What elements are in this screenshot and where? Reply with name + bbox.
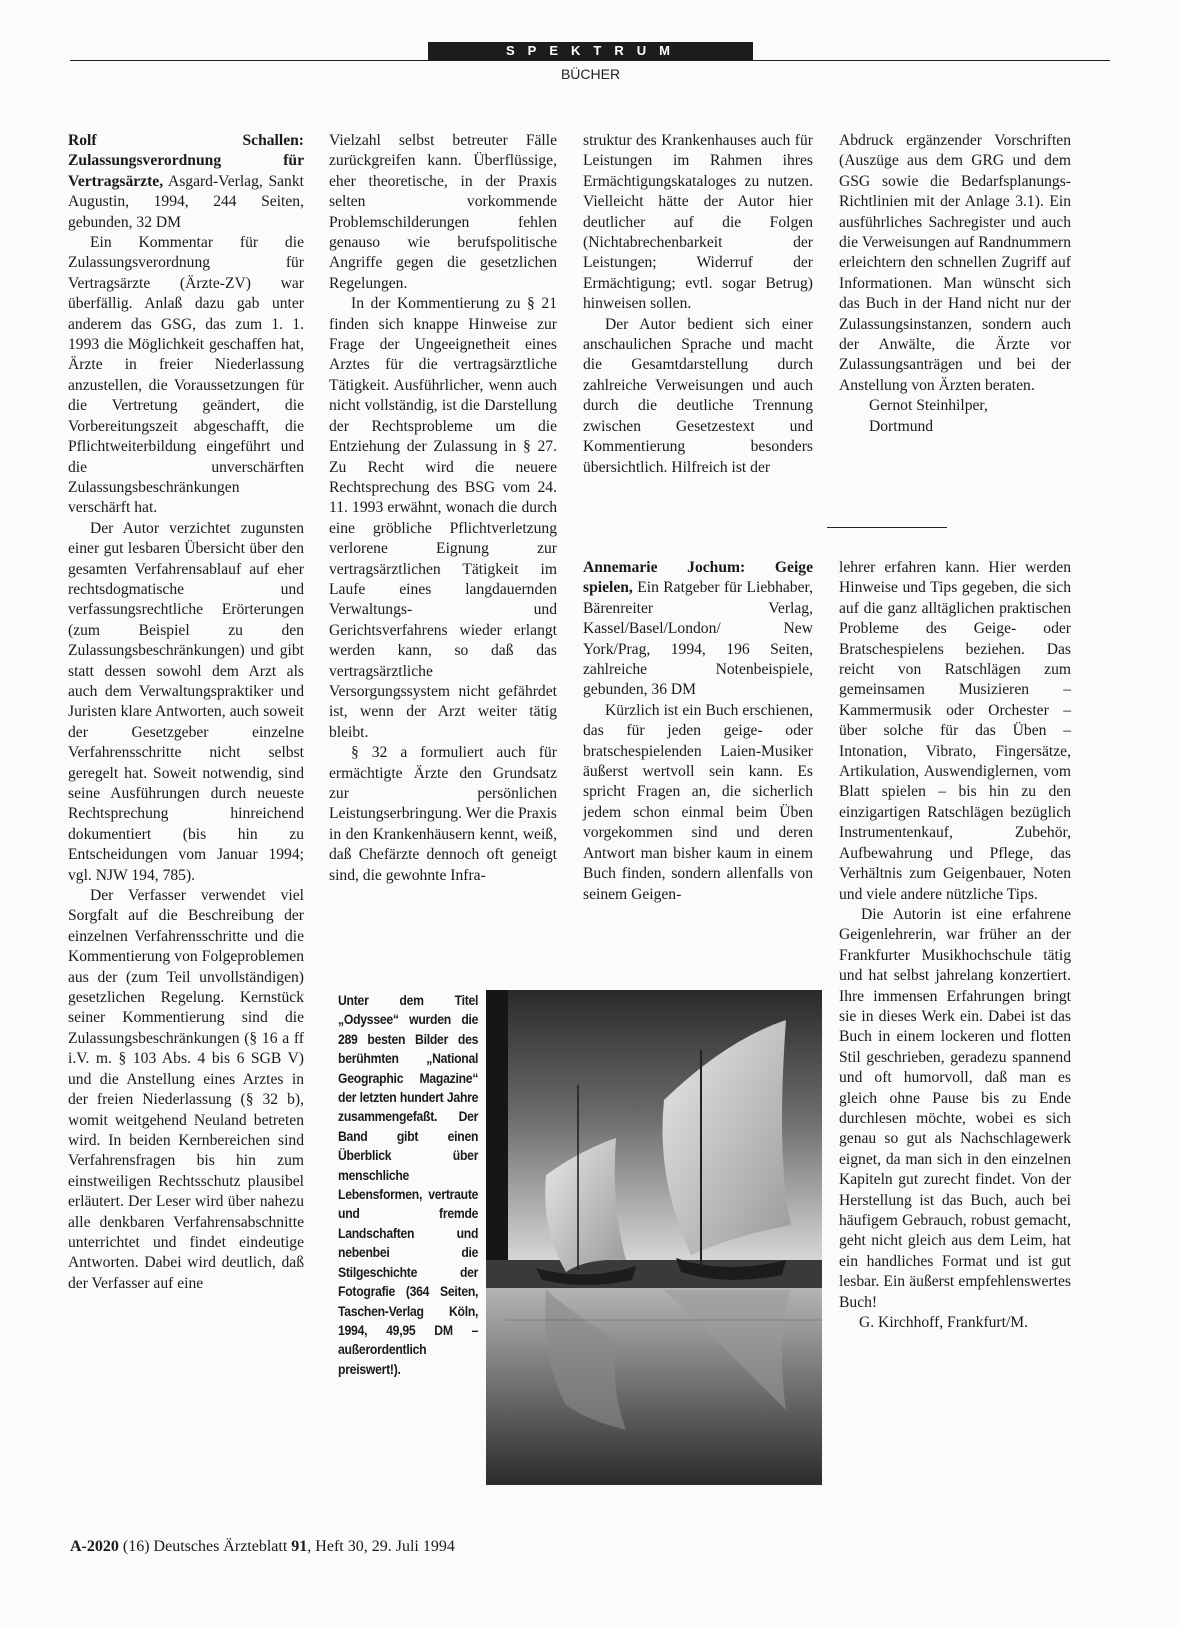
paragraph: lehrer erfahren kann. Hier werden Hinweise und Tips gegeben, die sich auf die ganz alltäglichen praktischen Probleme des Geige- oder Bratschespielens beziehen. Das reicht von Ratschlägen zum gemeinsamen Musizieren – Kammermusik oder Orchester – über solche für das Üben – Intonation, Vibrato, Fingersätze, Artikulation, Auswendiglernen, vom Blatt spielen – bis hin zu den einzigartigen Ratschlägen bezüglich Instrumentenkauf, Zubehör, Aufbewahrung und Pflege, das Verhältnis zum Geigenbauer, Noten und viele andere nützliche Tips. xyxy=(839,559,1071,903)
paragraph: struktur des Krankenhauses auch für Leistungen im Rahmen ihres Ermächtigungskataloges zu nutzen. Vielleicht hätte der Autor hier deutlicher auf die Folgen (Nichtabrechenbarkeit der Leistungen; Widerruf der Ermächtigung; evtl. sogar Betrug) hinweisen sollen. xyxy=(583,132,813,313)
review2-title: Annemarie Jochum: Geige spielen, xyxy=(583,559,813,597)
paragraph: § 32 a formuliert auch für ermächtigte Ärzte den Grundsatz zur persönlichen Leistungserbringung. Wer die Praxis in den Krankenhäusern kennt, weiß, daß Chefärzte dennoch oft geneigt sind, die gewohnte Infra- xyxy=(329,744,557,884)
footer-volume: 91 xyxy=(291,1538,308,1555)
paragraph: Kürzlich ist ein Buch erschienen, das für jeden geige- oder bratschespielenden Laien-Musiker äußerst wertvoll sein kann. Es spricht Fragen an, die sicherlich jedem schon einmal beim Üben vorgekommen sind und deren Antwort man bisher kaum in einem Buch finden, sondern allenfalls von seinem Geigen- xyxy=(583,701,813,903)
page-number: A-2020 xyxy=(70,1538,119,1555)
column-3-upper xyxy=(583,131,813,478)
column-4-lower xyxy=(839,558,1071,1333)
review2-heading xyxy=(583,558,813,701)
paragraph: Abdruck ergänzender Vorschriften (Auszüge aus dem GRG und dem GSG sowie die Bedarfsplanungs-Richtlinien mit der Anlage 3.1). Ein ausführliches Sachregister und auch die Verweisungen auf Randnummern erleichtern den schnellen Zugriff auf Informationen. Man wünscht sich das Buch in der Hand nicht nur der Zulassungsinstanzen, sondern auch der Anwälte, die Ärzte vor Zulassungsanträgen und bei der Anstellung von Ärzten beraten. xyxy=(839,132,1071,394)
review2-biblio: Ein Ratgeber für Liebhaber, Bärenreiter Verlag, Kassel/Basel/London/ New York/Prag, 1994, 196 Seiten, zahlreiche Notenbeispiele, gebunden, 36 DM xyxy=(583,579,813,699)
footer-journal: (16) Deutsches Ärzteblatt xyxy=(118,1538,292,1555)
paragraph: Der Autor verzichtet zugunsten einer gut lesbaren Übersicht über den gesamten Verfahrensablauf auf eher rechtsdogmatische und verfassungsrechtliche Erörterungen (zum Beispiel zu den Zulassungsbeschränkungen) und gibt statt dessen sowohl dem Arzt als auch dem Verwaltungspraktiker und Juristen klare Antworten, auch soweit der Gesetzgeber einzelne Verfahrensschritte nicht selbst geregelt hat. Soweit notwendig, sind seine Ausführungen durch neueste Rechtsprechung hinreichend dokumentiert (bis hin zu Entscheidungen vom Januar 1994; vgl. NJW 194, 785). xyxy=(68,519,304,884)
paragraph: Ein Kommentar für die Zulassungsverordnung für Vertragsärzte (Ärzte-ZV) war überfällig. Anlaß dazu gab unter anderem das GSG, das zum 1. 1. 1993 die Möglichkeit geschaffen hat, Ärzte in freier Niederlassung anzustellen, die Voraussetzungen für die Vertretung geändert, die Vorbereitungszeit abgeschafft, die Pflichtweiterbildung eingeführt und die unverschärften Zulassungsbeschränkungen verschärft hat. xyxy=(68,234,304,517)
paragraph: Der Autor bedient sich einer anschaulichen Sprache und macht die Gesamtdarstellung durch zahlreiche Verweisungen und auch durch die deutliche Trennung zwischen Gesetzestext und Kommentierung besonders übersichtlich. Hilfreich ist der xyxy=(583,315,813,476)
photo-caption: Unter dem Titel „Odyssee“ wurden die 289 besten Bilder des berühmten „National Geographic Magazine“ der letzten hundert Jahre zusammengefaßt. Der Band gibt einen Überblick über menschliche Lebensformen, vertraute und fremde Landschaften und nebenbei die Stilgeschichte der Fotografie (364 Seiten, Taschen-Verlag Köln, 1994, 49,95 DM – außerordentlich preiswert!). xyxy=(338,993,479,1378)
paragraph: Vielzahl selbst betreuter Fälle zurückgreifen kann. Überflüssige, eher theoretische, in der Praxis selten vorkommende Problemschilderungen fehlen genauso wie berufspolitische Angriffe gegen die gesetzlichen Regelungen. xyxy=(329,132,557,292)
column-4-upper xyxy=(839,131,1071,437)
sailing-boats-photo xyxy=(486,990,822,1485)
header-rule xyxy=(70,60,1110,61)
column-1 xyxy=(68,131,304,1294)
review1-signature-name: Gernot Steinhilper, xyxy=(869,397,988,415)
review-separator xyxy=(827,527,947,528)
review1-heading xyxy=(68,131,304,233)
column-2 xyxy=(329,131,557,886)
column-3-lower xyxy=(583,558,813,905)
footer-issue: , Heft 30, 29. Juli 1994 xyxy=(307,1538,455,1555)
review1-title: Rolf Schallen: Zulassungsverordnung für Vertragsärzte, xyxy=(68,132,304,190)
review1-signature-city: Dortmund xyxy=(869,417,934,435)
section-banner: SPEKTRUM xyxy=(428,42,753,60)
review1-biblio: Asgard-Verlag, Sankt Augustin, 1994, 244 Seiten, gebunden, 32 DM xyxy=(68,172,304,231)
page-footer xyxy=(70,1538,455,1556)
paragraph: In der Kommentierung zu § 21 finden sich knappe Hinweise zur Frage der Ungeeignetheit eines Arztes für die vertragsärztliche Tätigkeit. Ausführlicher, wenn auch nicht vollständig, ist die Darstellung der Rechtsprobleme um die Entziehung der Zulassung in § 27. Zu Recht wird die neuere Rechtsprechung des BSG vom 24. 11. 1993 erwähnt, wonach die durch eine gröbliche Pflichtverletzung verlorene Eignung zur vertragsärztlichen Tätigkeit im Laufe eines langdauernden Verwaltungs- und Gerichtsverfahrens wieder erlangt werden kann, so daß das vertragsärztliche Versorgungssystem nicht gefährdet ist, wenn der Arzt weiter tätig bleibt. xyxy=(329,295,557,741)
review2-signature: G. Kirchhoff, Frankfurt/M. xyxy=(859,1314,1029,1332)
paragraph: Der Verfasser verwendet viel Sorgfalt auf die Beschreibung der einzelnen Verfahrensschritte und die Kommentierung von Folgeproblemen aus der (zum Teil unvollständigen) gesetzlichen Regelung. Kernstück seiner Kommentierung sind die Zulassungsbeschränkungen (§ 16 a ff i.V. m. § 103 Abs. 4 bis 6 SGB V) und die Anstellung eines Arztes in der freien Niederlassung (§ 32 b), womit weitgehend Neuland betreten wird. In beiden Kernbereichen sind Verfahrensfragen bis hin zum einstweiligen Rechtsschutz plausibel erläutert. Der Leser wird über nahezu alle denkbaren Verfahrensabschnitte unterrichtet und findet eindeutige Antworten. Dabei wird deutlich, daß der Verfasser auf eine xyxy=(68,887,304,1292)
section-title: BÜCHER xyxy=(560,66,621,82)
paragraph: Die Autorin ist eine erfahrene Geigenlehrerin, war früher an der Frankfurter Musikhochschule tätig und hat selbst jahrelang konzertiert. Ihre immensen Erfahrungen bringt sie in dieses Werk ein. Dabei ist das Buch in einem lockeren und flotten Stil geschrieben, geradezu spannend und oft humorvoll, daß man es gleich ohne Pause bis zu Ende durchlesen möchte, wobei es sich genau so gut als Nachschlagewerk eignet, da man sich in den einzelnen Kapiteln gut zurecht findet. Von der Herstellung ist das Buch, auch bei häufigem Gebrauch, robust gemacht, geht nicht gleich aus dem Leim, hat ein handliches Format und ist gut lesbar. Ein äußerst empfehlenswertes Buch! xyxy=(839,905,1071,1311)
